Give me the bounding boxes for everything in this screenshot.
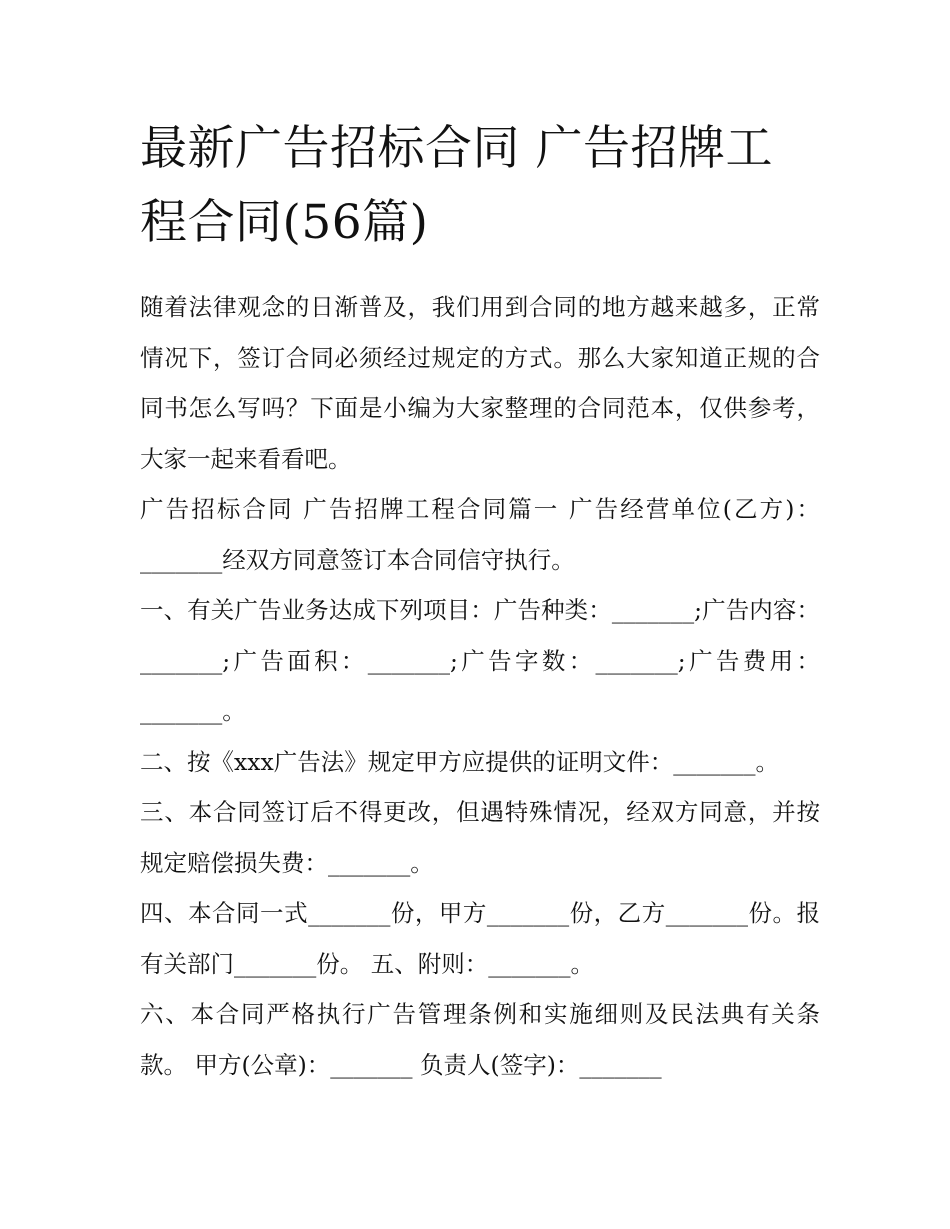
document-title: 最新广告招标合同 广告招牌工程合同(56篇): [140, 121, 773, 250]
contract-header-paragraph: 广告招标合同 广告招牌工程合同篇一 广告经营单位(乙方)：_______经双方同意签订本合同信守执行。: [140, 495, 820, 574]
clause-four-paragraph: 四、本合同一式_______份，甲方_______份，乙方_______份。报有关部门_______份。 五、附则：_______。: [140, 899, 820, 978]
document-page: [140, 112, 820, 1090]
clause-six-paragraph: 六、本合同严格执行广告管理条例和实施细则及民法典有关条款。 甲方(公章)：_______ 负责人(签字)：_______: [140, 1000, 820, 1079]
clause-one-paragraph: 一、有关广告业务达成下列项目：广告种类：_______;广告内容：_______;广告面积：_______;广告字数：_______;广告费用：_______。: [140, 596, 820, 725]
clause-two-paragraph: 二、按《xxx广告法》规定甲方应提供的证明文件：_______。: [140, 747, 780, 776]
intro-paragraph: 随着法律观念的日渐普及，我们用到合同的地方越来越多，正常情况下，签订合同必须经过规定的方式。那么大家知道正规的合同书怎么写吗？下面是小编为大家整理的合同范本，仅供参考，大家一起来看看吧。: [140, 293, 820, 473]
clause-three-paragraph: 三、本合同签订后不得更改，但遇特殊情况，经双方同意，并按规定赔偿损失费：_______。: [140, 798, 820, 877]
